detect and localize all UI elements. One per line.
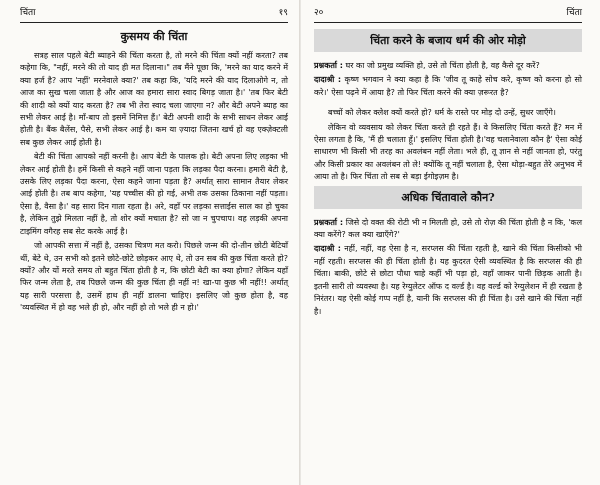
right-page	[300, 0, 600, 485]
page-number: १९	[278, 8, 288, 18]
speaker-label: प्रश्नकर्ता :	[314, 217, 344, 227]
section-title: कुसमय की चिंता	[120, 30, 188, 43]
qa-paragraph	[314, 74, 582, 99]
body-paragraph: लेकिन वो व्यवसाय को लेकर चिंता करते ही रहते हैं। वे किसलिए चिंता करते हैं? मन में ऐसा लगता है कि, 'मैं ही चलाता हूँ।' इसलिए चिंता होती है।'वह चलानेवाला कौन है' ऐसा कोई साधारण भी किसी भी तरह का अवलंबन नहीं लेता। भले ही, तू ज्ञान से नहीं जानता हो, परंतु और किसी प्रकार का अवलंबन तो ले! क्योंकि तू नहीं चलाता है, ऐसा थोड़ा-बहुत तेरे अनुभव में आया तो है। फिर चिंता तो सब से बड़ा ईगोइज़म है।	[314, 122, 582, 182]
page-number: २०	[314, 8, 324, 18]
qa-text: घर का जो प्रमुख व्यक्ति हो, उसे तो चिंता होती है, वह कैसे दूर करें?	[345, 61, 540, 70]
section-title: चिंता करने के बजाय धर्म की ओर मोड़ो	[314, 29, 582, 52]
body-paragraph: बच्चों को लेकर क्लेश क्यों करते हो? धर्म के रास्ते पर मोड़ दो उन्हें, सुधर जाएँगे।	[328, 108, 556, 118]
section-title: अधिक चिंतावाले कौन?	[314, 186, 582, 209]
qa-text: कृष्ण भगवान ने क्या कहा है कि 'जीव तू काहे सोच करे, कृष्ण को करना हो सो करे।' ऐसा पढ़ने में आया है? तो फिर चिंता करने की क्या ज़रूरत है?	[314, 75, 582, 97]
qa-paragraph	[314, 243, 582, 317]
header-rule	[314, 22, 582, 23]
qa-text: जिसे दो वक्त की रोटी भी न मिलती हो, उसे तो रोज़ की चिंता होती है न कि, 'कल क्या करेंगे? कल क्या खाएँगे?'	[314, 217, 583, 240]
speaker-label: दादाश्री :	[314, 75, 342, 85]
body-paragraph: सत्रह साल पहले बेटी ब्याहने की चिंता करता है, तो मरने की चिंता क्यों नहीं करता? तब कहेगा कि, "नहीं, मरने की तो याद ही मत दिलाना।" तब मैंने पूछा कि, 'मरने का याद करने में क्या हर्ज है? आप 'नहीं' मरनेवाले क्या?' तब कहा कि, 'यदि मरने की याद दिलाओगे न, तो आज का सुख चला जाता है और आज का हमारा सारा स्वाद बिगड़ जाता है।' 'तब फिर बेटी की शादी को क्यों याद करता है? तब भी तेरा स्वाद चला जाएगा न? और बेटी अपने ब्याह का सभी लेकर आई है। माँ-बाप तो इसमें निमित्त हैं।' बेटी अपनी शादी के सभी साधन लेकर आई होती है। बैंक बैलेंस, पैसे, सभी लेकर आई है। कम या ज़्यादा जितना खर्च हो वह एक्ज़ेक्टली सब कुछ लेकर आई होती है।	[20, 51, 288, 147]
body-paragraph: जो आपकी सत्ता में नहीं है, उसका चित्रण मत करो। पिछले जन्म की दो-तीन छोटी बेटियाँ थीं, बेटे थे, उन सभी को इतने छोटे-छोटे छोड़कर आए थे, तो उन सब की कुछ चिंता करते हो? क्यों? और यों मरते समय तो बहुत चिंता होती है न, कि छोटी बेटी का क्या होगा? लेकिन यहाँ फिर जन्म लेता है, तब पिछले जन्म की कुछ चिंता ही नहीं न! खा-पा कुछ भी नहीं!! अर्थात् यह सारी परसत्ता है, उसमें हाथ ही नहीं डालना चाहिए। इसलिए जो कुछ होता है, वह 'व्यवस्थित में हो वह भले ही हो, और नहीं हो तो भले ही न हो।'	[20, 241, 288, 313]
running-head: चिंता	[20, 8, 36, 18]
speaker-label: प्रश्नकर्ता :	[314, 61, 343, 70]
speaker-label: दादाश्री :	[314, 244, 341, 254]
right-header	[314, 4, 582, 20]
qa-paragraph	[314, 60, 582, 72]
left-header	[20, 4, 288, 20]
qa-text: नहीं, नहीं, वह ऐसा है न, सरप्लस की चिंता रहती है, खाने की चिंता किसीको भी नहीं रहती। सरप्लस की ही चिंता होती है। यह कुदरत ऐसी व्यवस्थित है कि सरप्लस की ही चिंता। बाकी, छोटे से छोटा पौधा चाहे कहीं भी पड़ा हो, वहाँ जाकर पानी छिड़क आती है। इतनी सारी तो व्यवस्था है। यह रेग्युलेटर ऑफ द वर्ल्ड है। वह वर्ल्ड को रेग्युलेशन में ही रखता है निरंतर। यह ऐसी कोई गप्प नहीं है, यानी कि सरप्लस की ही चिंता है। उसे खाने की चिंता नहीं है।	[314, 244, 582, 316]
running-head: चिंता	[566, 8, 582, 18]
body-paragraph: बेटी की चिंता आपको नहीं करनी है। आप बेटी के पालक हो। बेटी अपना लिए लड़का भी लेकर आई होती है। हमें किसी से कहने नहीं जाना पड़ता कि लड़का पैदा करना। हमारी बेटी है, उसके लिए लड़का पैदा करना, ऐसा कहने जाना पड़ता है? अर्थात् सारा सामान तैयार लेकर आई होती है। तब बाप कहेगा, 'यह पच्चीस की हो गई, अभी तक उसका ठिकाना नहीं पड़ता। ऐसा है, वैसा है।' वह सारा दिन गाता रहता है। अरे, वहाँ पर लड़का सत्ताईस साल का हो चुका है, लेकिन तुझे मिलता नहीं है, तो शोर क्यों मचाता है? सो जा न चुपचाप। वह लड़की अपना टाइमिंग वगैरह सब सेट करके आई है।	[20, 152, 288, 236]
header-rule	[20, 22, 288, 23]
qa-paragraph	[314, 217, 582, 242]
